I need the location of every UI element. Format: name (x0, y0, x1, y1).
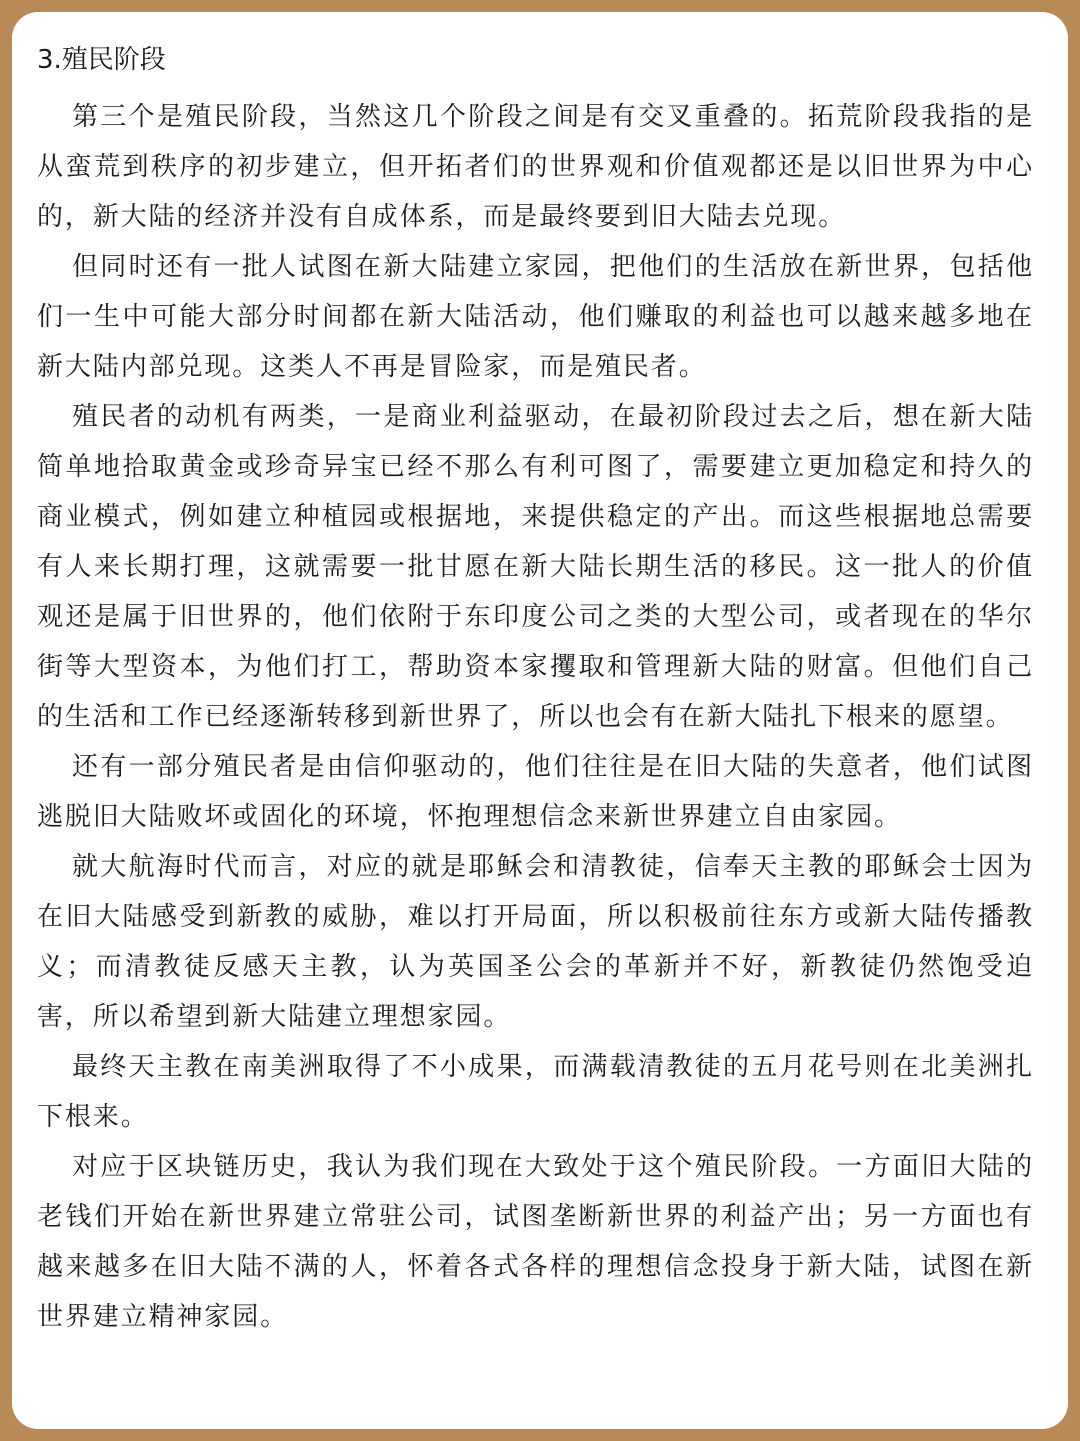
section-heading: 3.殖民阶段 (37, 45, 166, 75)
paragraph-6: 最终天主教在南美洲取得了不小成果，而满载清教徒的五月花号则在北美洲扎下根来。 (37, 1052, 1034, 1132)
paragraph-4: 还有一部分殖民者是由信仰驱动的，他们往往是在旧大陆的失意者，他们试图逃脱旧大陆败坏或固化的环境，怀抱理想信念来新世界建立自由家园。 (37, 752, 1034, 832)
paragraph-3: 殖民者的动机有两类，一是商业利益驱动，在最初阶段过去之后，想在新大陆简单地拾取黄金或珍奇异宝已经不那么有利可图了，需要建立更加稳定和持久的商业模式，例如建立种植园或根据地，来提供稳定的产出。而这些根据地总需要有人来长期打理，这就需要一批甘愿在新大陆长期生活的移民。这一批人的价值观还是属于旧世界的，他们依附于东印度公司之类的大型公司，或者现在的华尔街等大型资本，为他们打工，帮助资本家攫取和管理新大陆的财富。但他们自己的生活和工作已经逐渐转移到新世界了，所以也会有在新大陆扎下根来的愿望。 (37, 402, 1034, 732)
paragraph-2: 但同时还有一批人试图在新大陆建立家园，把他们的生活放在新世界，包括他们一生中可能大部分时间都在新大陆活动，他们赚取的利益也可以越来越多地在新大陆内部兑现。这类人不再是冒险家，而是殖民者。 (37, 252, 1034, 382)
paragraph-1: 第三个是殖民阶段，当然这几个阶段之间是有交叉重叠的。拓荒阶段我指的是从蛮荒到秩序的初步建立，但开拓者们的世界观和价值观都还是以旧世界为中心的，新大陆的经济并没有自成体系，而是最终要到旧大陆去兑现。 (37, 102, 1034, 232)
paragraph-7: 对应于区块链历史，我认为我们现在大致处于这个殖民阶段。一方面旧大陆的老钱们开始在新世界建立常驻公司，试图垄断新世界的利益产出；另一方面也有越来越多在旧大陆不满的人，怀着各式各样的理想信念投身于新大陆，试图在新世界建立精神家园。 (37, 1152, 1034, 1332)
article-card (12, 12, 1068, 1429)
paragraph-5: 就大航海时代而言，对应的就是耶稣会和清教徒，信奉天主教的耶稣会士因为在旧大陆感受到新教的威胁，难以打开局面，所以积极前往东方或新大陆传播教义；而清教徒反感天主教，认为英国圣公会的革新并不好，新教徒仍然饱受迫害，所以希望到新大陆建立理想家园。 (37, 852, 1034, 1032)
